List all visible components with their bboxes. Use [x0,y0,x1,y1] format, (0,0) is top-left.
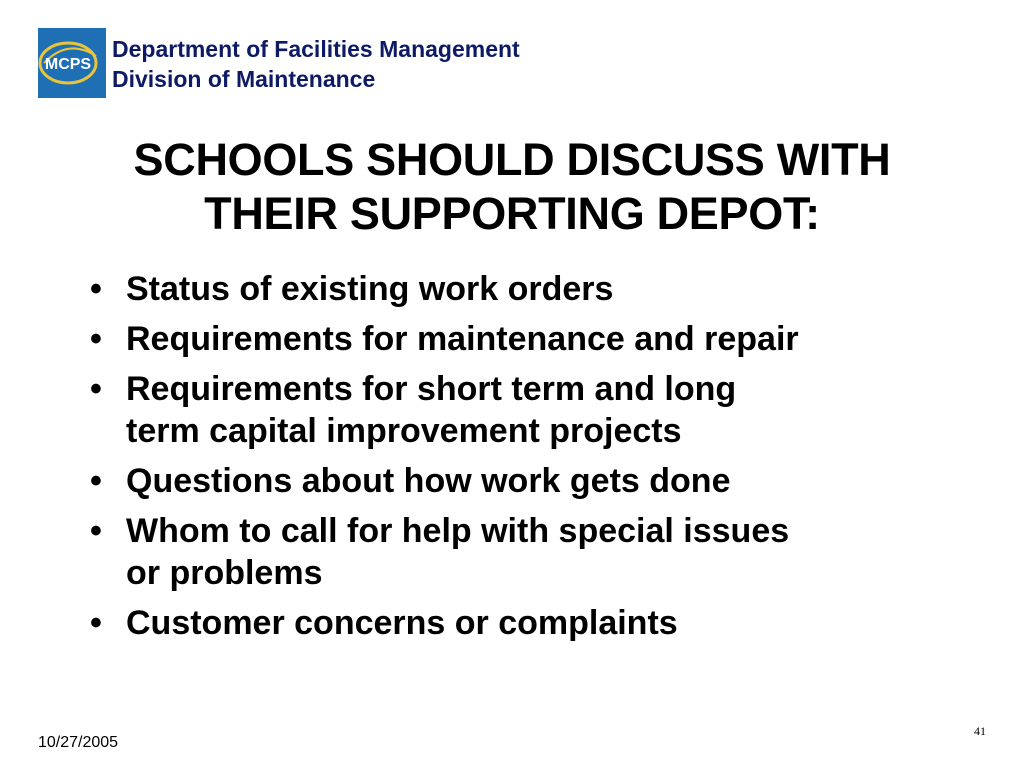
bullet-item [90,318,950,360]
bullet-text: Whom to call for help with special issues [126,512,790,550]
bullet-text: Requirements for maintenance and repair [126,320,799,358]
bullet-item [90,368,950,452]
bullet-marker: • [90,462,102,500]
bullet-text-continuation: term capital improvement projects [126,412,682,450]
bullet-item [90,510,950,594]
slide-title [0,133,1024,241]
department-header [112,34,520,94]
bullet-marker: • [90,320,102,358]
bullet-item [90,268,950,310]
bullet-marker: • [90,270,102,308]
footer-date: 10/27/2005 [38,734,119,751]
bullet-marker: • [90,512,102,550]
bullet-text: Requirements for short term and long [126,370,737,408]
bullet-text: Status of existing work orders [126,270,614,308]
bullet-item [90,460,950,502]
slide-title-line-2: THEIR SUPPORTING DEPOT: [204,188,820,239]
logo-text: MCPS [44,56,92,73]
bullet-list [90,268,950,652]
slide-title-line-1: SCHOOLS SHOULD DISCUSS WITH [133,134,891,185]
mcps-logo [38,28,106,98]
bullet-item [90,602,950,644]
division-name: Division of Maintenance [112,66,376,92]
bullet-text: Questions about how work gets done [126,462,731,500]
mcps-logo-icon [38,28,106,98]
bullet-marker: • [90,604,102,642]
bullet-text-continuation: or problems [126,554,323,592]
page-number: 41 [974,724,986,738]
bullet-marker: • [90,370,102,408]
department-name: Department of Facilities Management [112,36,520,62]
bullet-text: Customer concerns or complaints [126,604,678,642]
